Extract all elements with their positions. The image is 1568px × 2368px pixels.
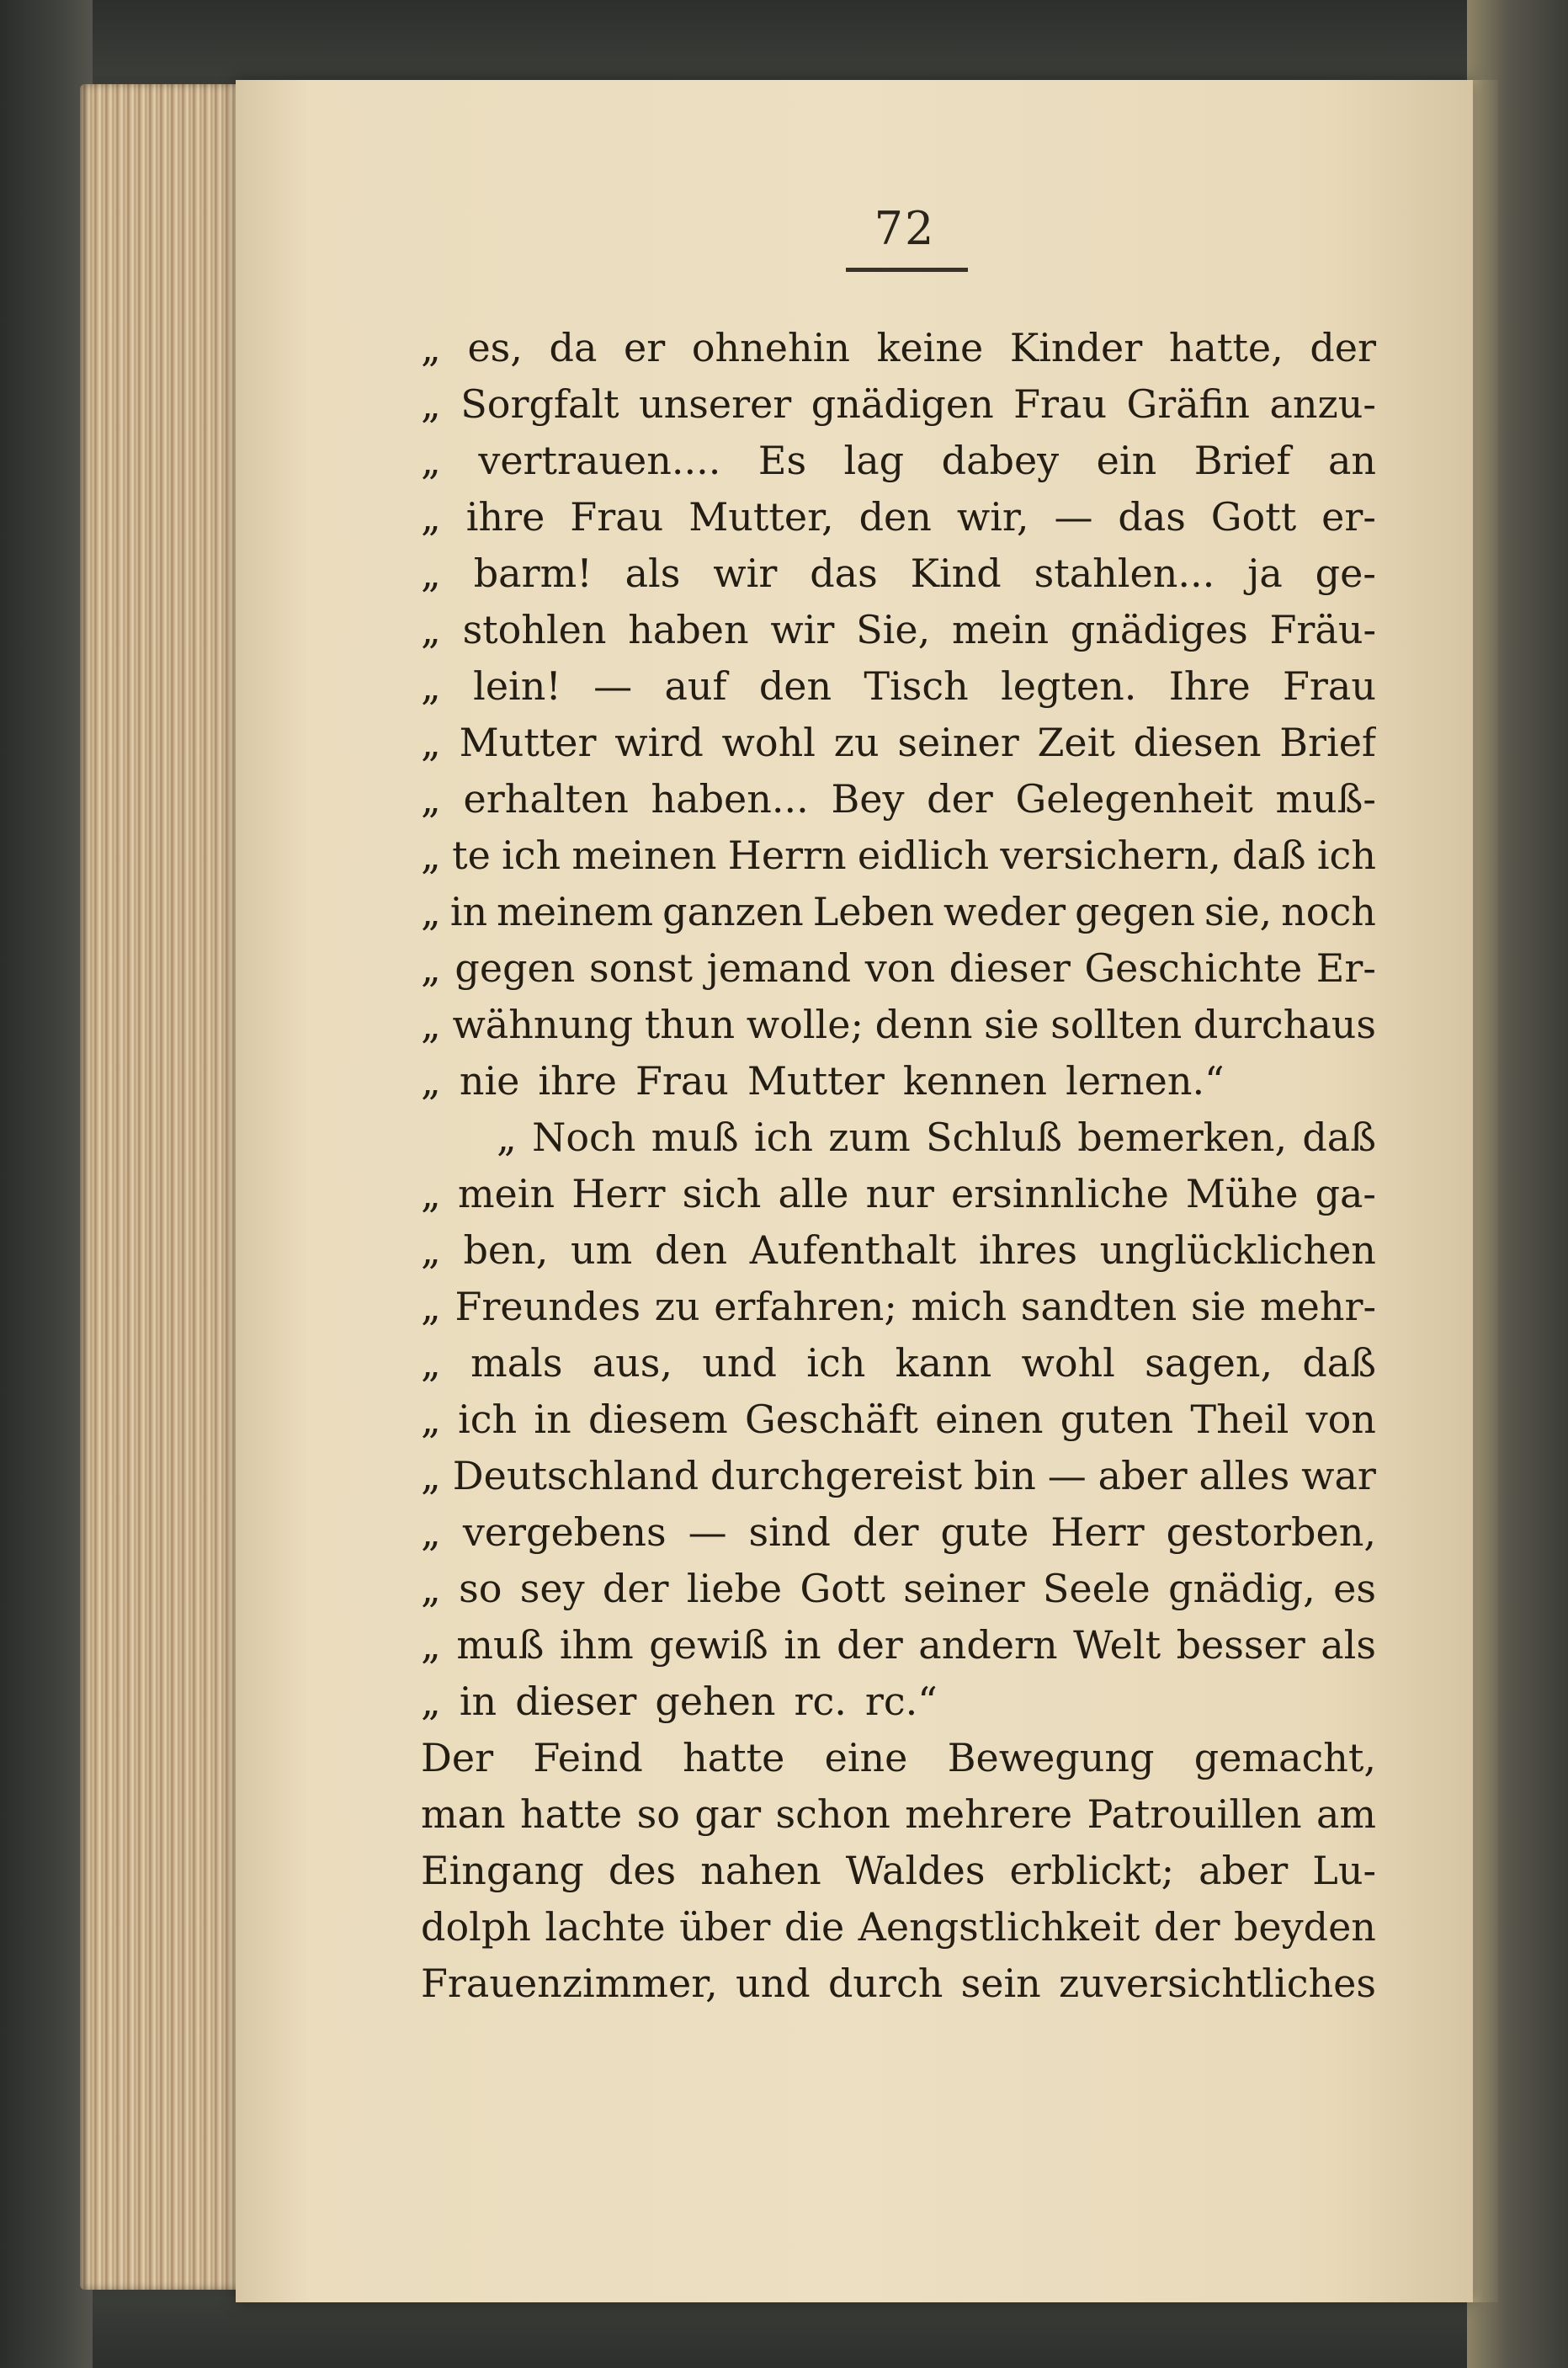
word: sie, xyxy=(1204,889,1273,934)
word: „ xyxy=(421,1340,441,1386)
word: Sorgfalt xyxy=(460,381,619,427)
book-cover-top xyxy=(0,0,1568,76)
word: Eingang xyxy=(421,1848,584,1893)
text-line xyxy=(421,1392,1376,1448)
word: te xyxy=(452,833,491,878)
word: um xyxy=(570,1227,633,1273)
word: beyden xyxy=(1233,1904,1376,1950)
text-line xyxy=(421,1617,1376,1674)
word: sey xyxy=(519,1566,585,1611)
word: Brief xyxy=(1193,438,1291,483)
word: aus, xyxy=(592,1340,673,1386)
word: Patrouillen xyxy=(1087,1791,1302,1837)
word: Feind xyxy=(533,1735,643,1780)
word: wohl xyxy=(1021,1340,1115,1386)
book-gutter xyxy=(1469,80,1498,2302)
word: gnädigen xyxy=(811,381,994,427)
word: ich xyxy=(806,1340,866,1386)
word: mehr- xyxy=(1259,1284,1376,1329)
word: „ xyxy=(421,1509,441,1555)
word: ihres xyxy=(978,1227,1077,1273)
word: vergebens xyxy=(462,1509,667,1555)
word: rc. xyxy=(794,1679,847,1724)
word: bemerken, xyxy=(1077,1115,1288,1160)
word: jemand xyxy=(706,945,852,991)
book-cover-bottom xyxy=(0,2296,1568,2368)
word: man xyxy=(421,1791,506,1837)
word: eidlich xyxy=(857,833,990,878)
word: Herr xyxy=(1050,1509,1145,1555)
word: einen xyxy=(935,1397,1044,1442)
word: der xyxy=(852,1509,919,1555)
text-line xyxy=(421,1222,1376,1279)
word: den xyxy=(758,663,832,709)
word: Zeit xyxy=(1037,720,1115,765)
word: Freundes xyxy=(454,1284,641,1329)
word: nahen xyxy=(700,1848,821,1893)
word: wir xyxy=(713,551,778,596)
word: der xyxy=(602,1566,669,1611)
word: Bey xyxy=(831,776,905,822)
word: „ xyxy=(421,833,441,878)
word: ohnehin xyxy=(691,325,850,370)
word: Frau xyxy=(1013,381,1108,427)
word: in xyxy=(459,1679,497,1724)
word: unserer xyxy=(639,381,792,427)
word: von xyxy=(1305,1397,1376,1442)
word: weder xyxy=(943,889,1066,934)
word: „ xyxy=(421,1227,441,1273)
word: das xyxy=(810,551,878,596)
word: hatte xyxy=(520,1791,623,1837)
word: der xyxy=(1310,325,1376,370)
word: hatte xyxy=(683,1735,785,1780)
word: schon xyxy=(775,1791,890,1837)
word: ganzen xyxy=(662,889,804,934)
text-line xyxy=(421,658,1376,715)
text-line xyxy=(421,545,1376,602)
word: den xyxy=(654,1227,728,1273)
word: und xyxy=(736,1961,811,2006)
word: zu xyxy=(833,720,880,765)
text-line xyxy=(421,884,1376,940)
word: ihre xyxy=(465,494,545,540)
word: daß xyxy=(1302,1115,1376,1160)
word: den xyxy=(858,494,932,540)
word: Leben xyxy=(812,889,934,934)
word: guten xyxy=(1060,1397,1174,1442)
word: sich xyxy=(682,1171,762,1216)
word: ersinnliche xyxy=(950,1171,1169,1216)
word: er- xyxy=(1321,494,1376,540)
word: dieser xyxy=(949,945,1071,991)
word: „ xyxy=(421,663,441,709)
word: Seele xyxy=(1042,1566,1151,1611)
word: gegen xyxy=(1075,889,1196,934)
word: diesem xyxy=(587,1397,728,1442)
word: als xyxy=(1321,1622,1376,1668)
word: ihre xyxy=(538,1058,617,1104)
word: so xyxy=(636,1791,680,1837)
word: „ xyxy=(421,325,441,370)
text-line xyxy=(421,1335,1376,1392)
word: dolph xyxy=(421,1904,531,1950)
text-line xyxy=(421,1110,1376,1166)
word: „ xyxy=(497,1115,517,1160)
word: Schluß xyxy=(926,1115,1062,1160)
word: — xyxy=(1054,494,1093,540)
word: meinem xyxy=(497,889,654,934)
word: gnädig, xyxy=(1168,1566,1316,1611)
word: daß xyxy=(1231,833,1306,878)
word: „ xyxy=(421,1171,441,1216)
word: sonst xyxy=(588,945,693,991)
word: es xyxy=(1333,1566,1376,1611)
word: Er- xyxy=(1316,945,1376,991)
word: „ xyxy=(421,720,441,765)
word: Mutter xyxy=(459,720,597,765)
word: lag xyxy=(843,438,905,483)
word: „ xyxy=(421,438,441,483)
word: — xyxy=(593,663,633,709)
word: die xyxy=(784,1904,845,1950)
word: Herrn xyxy=(727,833,847,878)
word: „ xyxy=(421,1284,441,1329)
word: ga- xyxy=(1315,1171,1376,1216)
word: durchaus xyxy=(1193,1002,1376,1047)
word: keine xyxy=(876,325,984,370)
word: zu xyxy=(654,1284,700,1329)
word: Ihre xyxy=(1168,663,1251,709)
word: als xyxy=(625,551,681,596)
text-line xyxy=(421,827,1376,884)
text-line xyxy=(421,997,1376,1053)
word: rc.“ xyxy=(864,1679,938,1724)
text-line xyxy=(421,1166,1376,1222)
word: ben, xyxy=(463,1227,549,1273)
word: Sie, xyxy=(856,607,931,652)
word: das xyxy=(1118,494,1186,540)
word: der xyxy=(1153,1904,1220,1950)
word: er xyxy=(624,325,666,370)
word: „ xyxy=(421,1566,441,1611)
word: lachte xyxy=(545,1904,666,1950)
word: mehrere xyxy=(905,1791,1073,1837)
word: nie xyxy=(459,1058,520,1104)
word: lernen.“ xyxy=(1066,1058,1225,1104)
word: „ xyxy=(421,494,441,540)
text-line xyxy=(421,1956,1376,2012)
word: Kinder xyxy=(1009,325,1143,370)
word: Aufenthalt xyxy=(749,1227,957,1273)
text-line xyxy=(421,1674,1376,1730)
text-line xyxy=(421,602,1376,658)
word: gegen xyxy=(454,945,576,991)
word: liebe xyxy=(686,1566,783,1611)
text-line xyxy=(421,1561,1376,1617)
word: „ xyxy=(421,776,441,822)
word: Welt xyxy=(1073,1622,1161,1668)
word: Geschichte xyxy=(1084,945,1303,991)
word: bin xyxy=(974,1453,1036,1498)
word: des xyxy=(608,1848,677,1893)
word: ihm xyxy=(559,1622,634,1668)
word: Frau xyxy=(570,494,664,540)
word: „ xyxy=(421,1058,441,1104)
word: wähnung xyxy=(452,1002,634,1047)
word: Gräfin xyxy=(1126,381,1251,427)
word: und xyxy=(702,1340,777,1386)
word: mein xyxy=(457,1171,555,1216)
word: „ xyxy=(421,1679,441,1724)
word: besser xyxy=(1176,1622,1305,1668)
text-line xyxy=(421,1279,1376,1335)
word: aber xyxy=(1199,1848,1289,1893)
word: alles xyxy=(1199,1453,1290,1498)
word: alle xyxy=(778,1171,849,1216)
word: sie xyxy=(1190,1284,1246,1329)
word: Herr xyxy=(571,1171,666,1216)
word: in xyxy=(784,1622,821,1668)
word: gnädiges xyxy=(1070,607,1248,652)
word: muß- xyxy=(1275,776,1376,822)
word: barm! xyxy=(473,551,593,596)
word: versichern, xyxy=(1000,833,1221,878)
body-text xyxy=(421,320,1376,2012)
word: gewiß xyxy=(649,1622,768,1668)
text-line xyxy=(421,489,1376,545)
word: Noch xyxy=(532,1115,636,1160)
text-line xyxy=(421,1504,1376,1561)
word: Brief xyxy=(1279,720,1376,765)
word: von xyxy=(864,945,936,991)
word: Gelegenheit xyxy=(1015,776,1253,822)
word: wir xyxy=(770,607,835,652)
word: Aengstlichkeit xyxy=(858,1904,1140,1950)
word: Mutter, xyxy=(688,494,834,540)
text-line xyxy=(421,1448,1376,1504)
word: eine xyxy=(824,1735,908,1780)
word: daß xyxy=(1302,1340,1376,1386)
word: es, xyxy=(467,325,523,370)
word: Deutschland xyxy=(452,1453,699,1498)
word: in xyxy=(534,1397,571,1442)
word: erblickt; xyxy=(1009,1848,1175,1893)
word: wolle; xyxy=(746,1002,864,1047)
word: „ xyxy=(421,607,441,652)
word: Mühe xyxy=(1185,1171,1299,1216)
word: ge- xyxy=(1315,551,1376,596)
word: gehen xyxy=(655,1679,776,1724)
word: über xyxy=(679,1904,771,1950)
word: durch xyxy=(827,1961,943,2006)
word: wohl xyxy=(721,720,816,765)
word: Der xyxy=(421,1735,494,1780)
word: zuversichtliches xyxy=(1059,1961,1376,2006)
word: Geschäft xyxy=(745,1397,918,1442)
word: erhalten xyxy=(463,776,629,822)
word: haben xyxy=(628,607,749,652)
word: lein! xyxy=(473,663,561,709)
word: Waldes xyxy=(845,1848,986,1893)
word: ein xyxy=(1096,438,1157,483)
word: „ xyxy=(421,1453,441,1498)
word: am xyxy=(1316,1791,1376,1837)
text-line xyxy=(421,320,1376,376)
word: so xyxy=(459,1566,502,1611)
text-line xyxy=(421,715,1376,771)
word: gar xyxy=(694,1791,762,1837)
word: Lu- xyxy=(1312,1848,1376,1893)
word: unglücklichen xyxy=(1099,1227,1376,1273)
word: stahlen... xyxy=(1034,551,1215,596)
word: in xyxy=(449,889,488,934)
word: der xyxy=(837,1622,903,1668)
word: „ xyxy=(421,1397,441,1442)
word: Frau xyxy=(635,1058,729,1104)
word: sandten xyxy=(1020,1284,1177,1329)
word: legten. xyxy=(1001,663,1137,709)
word: „ xyxy=(421,945,441,991)
word: noch xyxy=(1281,889,1376,934)
word: Gott xyxy=(1210,494,1297,540)
text-line xyxy=(421,433,1376,489)
word: Mutter xyxy=(747,1058,885,1104)
word: Fräu- xyxy=(1269,607,1376,652)
word: „ xyxy=(421,1622,441,1668)
word: muß xyxy=(456,1622,545,1668)
word: gemacht, xyxy=(1193,1735,1376,1780)
word: ich xyxy=(1316,833,1376,878)
word: — xyxy=(1047,1453,1087,1498)
word: kennen xyxy=(902,1058,1048,1104)
word: vertrauen.... xyxy=(478,438,721,483)
word: „ xyxy=(421,551,441,596)
word: ich xyxy=(502,833,561,878)
word: sein xyxy=(960,1961,1041,2006)
page-number: 72 xyxy=(874,202,936,255)
text-line xyxy=(421,771,1376,827)
word: Theil xyxy=(1190,1397,1289,1442)
word: kann xyxy=(895,1340,992,1386)
word: war xyxy=(1301,1453,1376,1498)
word: hatte, xyxy=(1168,325,1284,370)
text-line xyxy=(421,1899,1376,1956)
word: mich xyxy=(911,1284,1007,1329)
word: sind xyxy=(748,1509,831,1555)
word: ja xyxy=(1247,551,1283,596)
word: wir, xyxy=(956,494,1029,540)
word: „ xyxy=(421,1002,441,1047)
word: Frauenzimmer, xyxy=(421,1961,718,2006)
word: dieser xyxy=(515,1679,637,1724)
book-cover-left xyxy=(0,0,93,2368)
word: andern xyxy=(918,1622,1058,1668)
word: Bewegung xyxy=(947,1735,1155,1780)
word: anzu- xyxy=(1269,381,1376,427)
word: haben... xyxy=(651,776,809,822)
text-line xyxy=(421,1730,1376,1786)
word: mein xyxy=(951,607,1050,652)
text-line xyxy=(421,1053,1376,1110)
word: ich xyxy=(753,1115,814,1160)
word: „ xyxy=(421,381,441,427)
word: meinen xyxy=(571,833,717,878)
word: sagen, xyxy=(1145,1340,1273,1386)
word: stohlen xyxy=(462,607,607,652)
word: wird xyxy=(614,720,704,765)
word: da xyxy=(549,325,598,370)
word: sie xyxy=(984,1002,1039,1047)
word: nur xyxy=(865,1171,934,1216)
page-number-rule xyxy=(846,268,968,272)
word: der xyxy=(927,776,993,822)
word: gute xyxy=(940,1509,1029,1555)
word: an xyxy=(1327,438,1376,483)
word: seiner xyxy=(897,720,1019,765)
word: aber xyxy=(1098,1453,1188,1498)
page-edges xyxy=(80,84,240,2290)
text-line xyxy=(421,1786,1376,1843)
word: sollten xyxy=(1050,1002,1183,1047)
word: gestorben, xyxy=(1166,1509,1376,1555)
word: Kind xyxy=(910,551,1002,596)
word: — xyxy=(688,1509,727,1555)
word: zum xyxy=(828,1115,911,1160)
word: seiner xyxy=(903,1566,1025,1611)
word: dabey xyxy=(941,438,1060,483)
word: Frau xyxy=(1282,663,1376,709)
word: mals xyxy=(470,1340,563,1386)
word: Es xyxy=(757,438,807,483)
word: ich xyxy=(458,1397,518,1442)
text-line xyxy=(421,376,1376,433)
text-line xyxy=(421,940,1376,997)
text-line xyxy=(421,1843,1376,1899)
word: „ xyxy=(421,889,441,934)
word: erfahren; xyxy=(714,1284,897,1329)
word: diesen xyxy=(1133,720,1262,765)
word: denn xyxy=(874,1002,973,1047)
word: muß xyxy=(651,1115,739,1160)
word: thun xyxy=(644,1002,736,1047)
word: auf xyxy=(664,663,727,709)
word: Tisch xyxy=(864,663,969,709)
word: durchgereist xyxy=(710,1453,963,1498)
word: Gott xyxy=(800,1566,885,1611)
